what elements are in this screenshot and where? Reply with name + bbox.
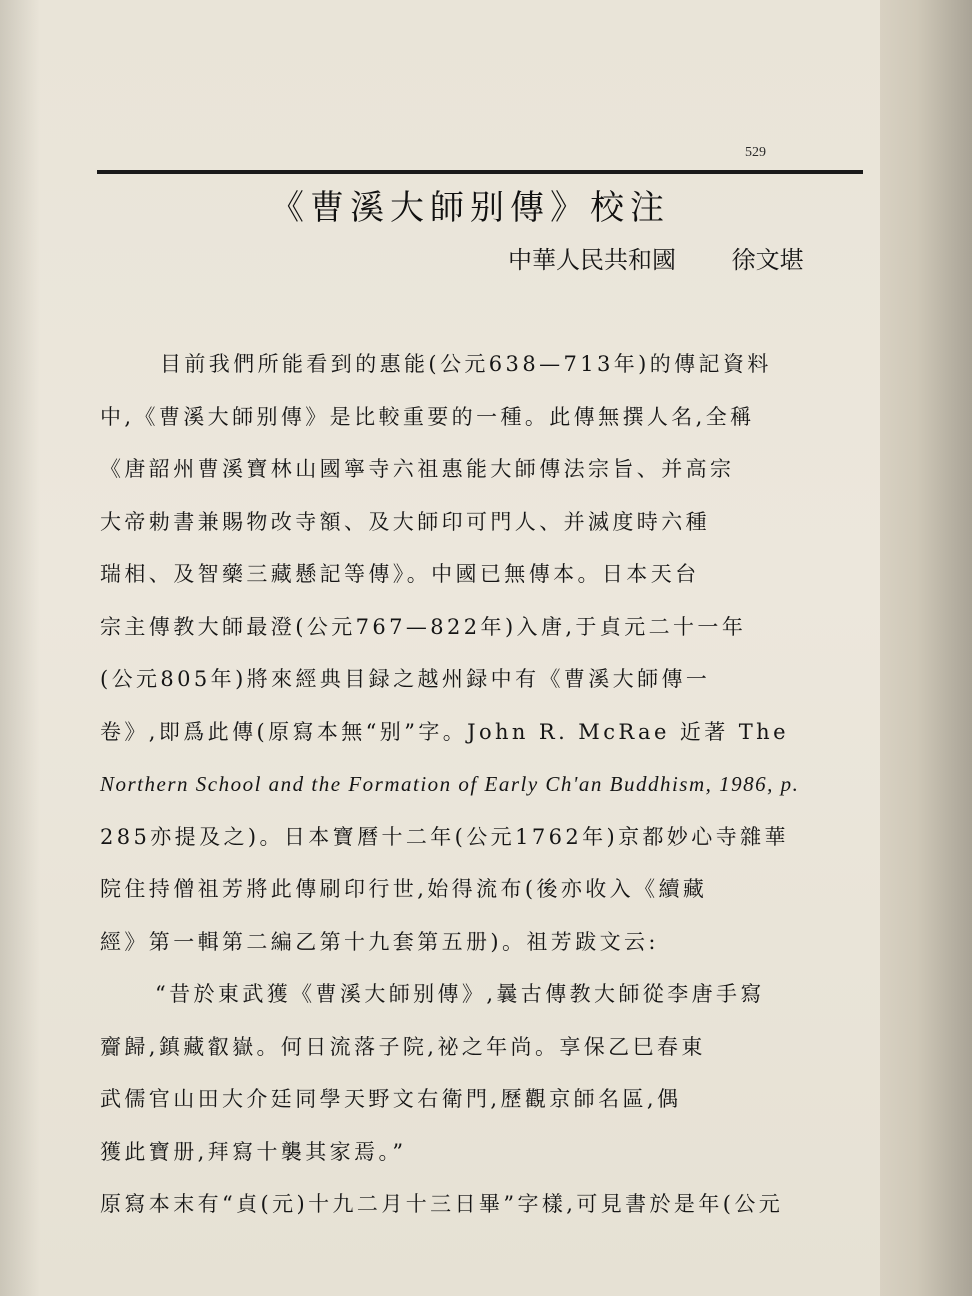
text-line: 原寫本末有“貞(元)十九二月十三日畢”字樣,可見書於是年(公元 xyxy=(100,1192,784,1216)
quote-line: 武儒官山田大介廷同學天野文右衛門,歷觀京師名區,偶 xyxy=(100,1087,682,1111)
text-line: 宗主傳教大師最澄(公元767—822年)入唐,于貞元二十一年 xyxy=(100,614,747,639)
next-page-edge xyxy=(880,0,972,1296)
article-title: 《曹溪大師别傳》校注 xyxy=(270,188,670,228)
page-number: 529 xyxy=(745,145,766,160)
text-line: 經》第一輯第二編乙第十九套第五册)。祖芳跋文云: xyxy=(100,929,659,954)
text-line: (公元805年)將來經典目録之越州録中有《曹溪大師傳一 xyxy=(100,667,711,691)
body-text xyxy=(100,338,870,1231)
text-line: 中,《曹溪大師别傳》是比較重要的一種。此傳無撰人名,全稱 xyxy=(100,404,755,429)
page-shadow xyxy=(0,0,40,1296)
text-line: 卷》,即爲此傳(原寫本無“别”字。John R. McRae 近著 The xyxy=(100,719,789,744)
text-line: 院住持僧祖芳將此傳刷印行世,始得流布(後亦收入《續藏 xyxy=(100,877,708,901)
quote-line: 齎歸,鎮藏叡嶽。何日流落子院,祕之年尚。享保乙巳春東 xyxy=(100,1034,706,1059)
header-rule xyxy=(97,170,863,174)
text-line: 《唐韶州曹溪寶林山國寧寺六祖惠能大師傳法宗旨、并高宗 xyxy=(100,457,735,481)
text-line: 大帝勅書兼賜物改寺額、及大師印可門人、并滅度時六種 xyxy=(100,509,710,534)
quote-line: “昔於東武獲《曹溪大師别傳》,曩古傳教大師從李唐手寫 xyxy=(155,982,765,1006)
text-line: 瑞相、及智藥三藏懸記等傳》。中國已無傳本。日本天台 xyxy=(100,562,700,586)
quote-line: 獲此寶册,拜寫十襲其家焉。” xyxy=(100,1139,407,1164)
byline-author: 徐文堪 xyxy=(731,246,804,274)
text-line: 目前我們所能看到的惠能(公元638—713年)的傳記資料 xyxy=(160,352,772,376)
text-line-latin: Northern School and the Formation of Early Ch'an Buddhism, 1986, p. xyxy=(100,772,800,796)
text-line: 285亦提及之)。日本寶曆十二年(公元1762年)京都妙心寺雜華 xyxy=(100,824,789,849)
byline-country: 中華人民共和國 xyxy=(508,246,676,274)
byline xyxy=(508,240,804,275)
